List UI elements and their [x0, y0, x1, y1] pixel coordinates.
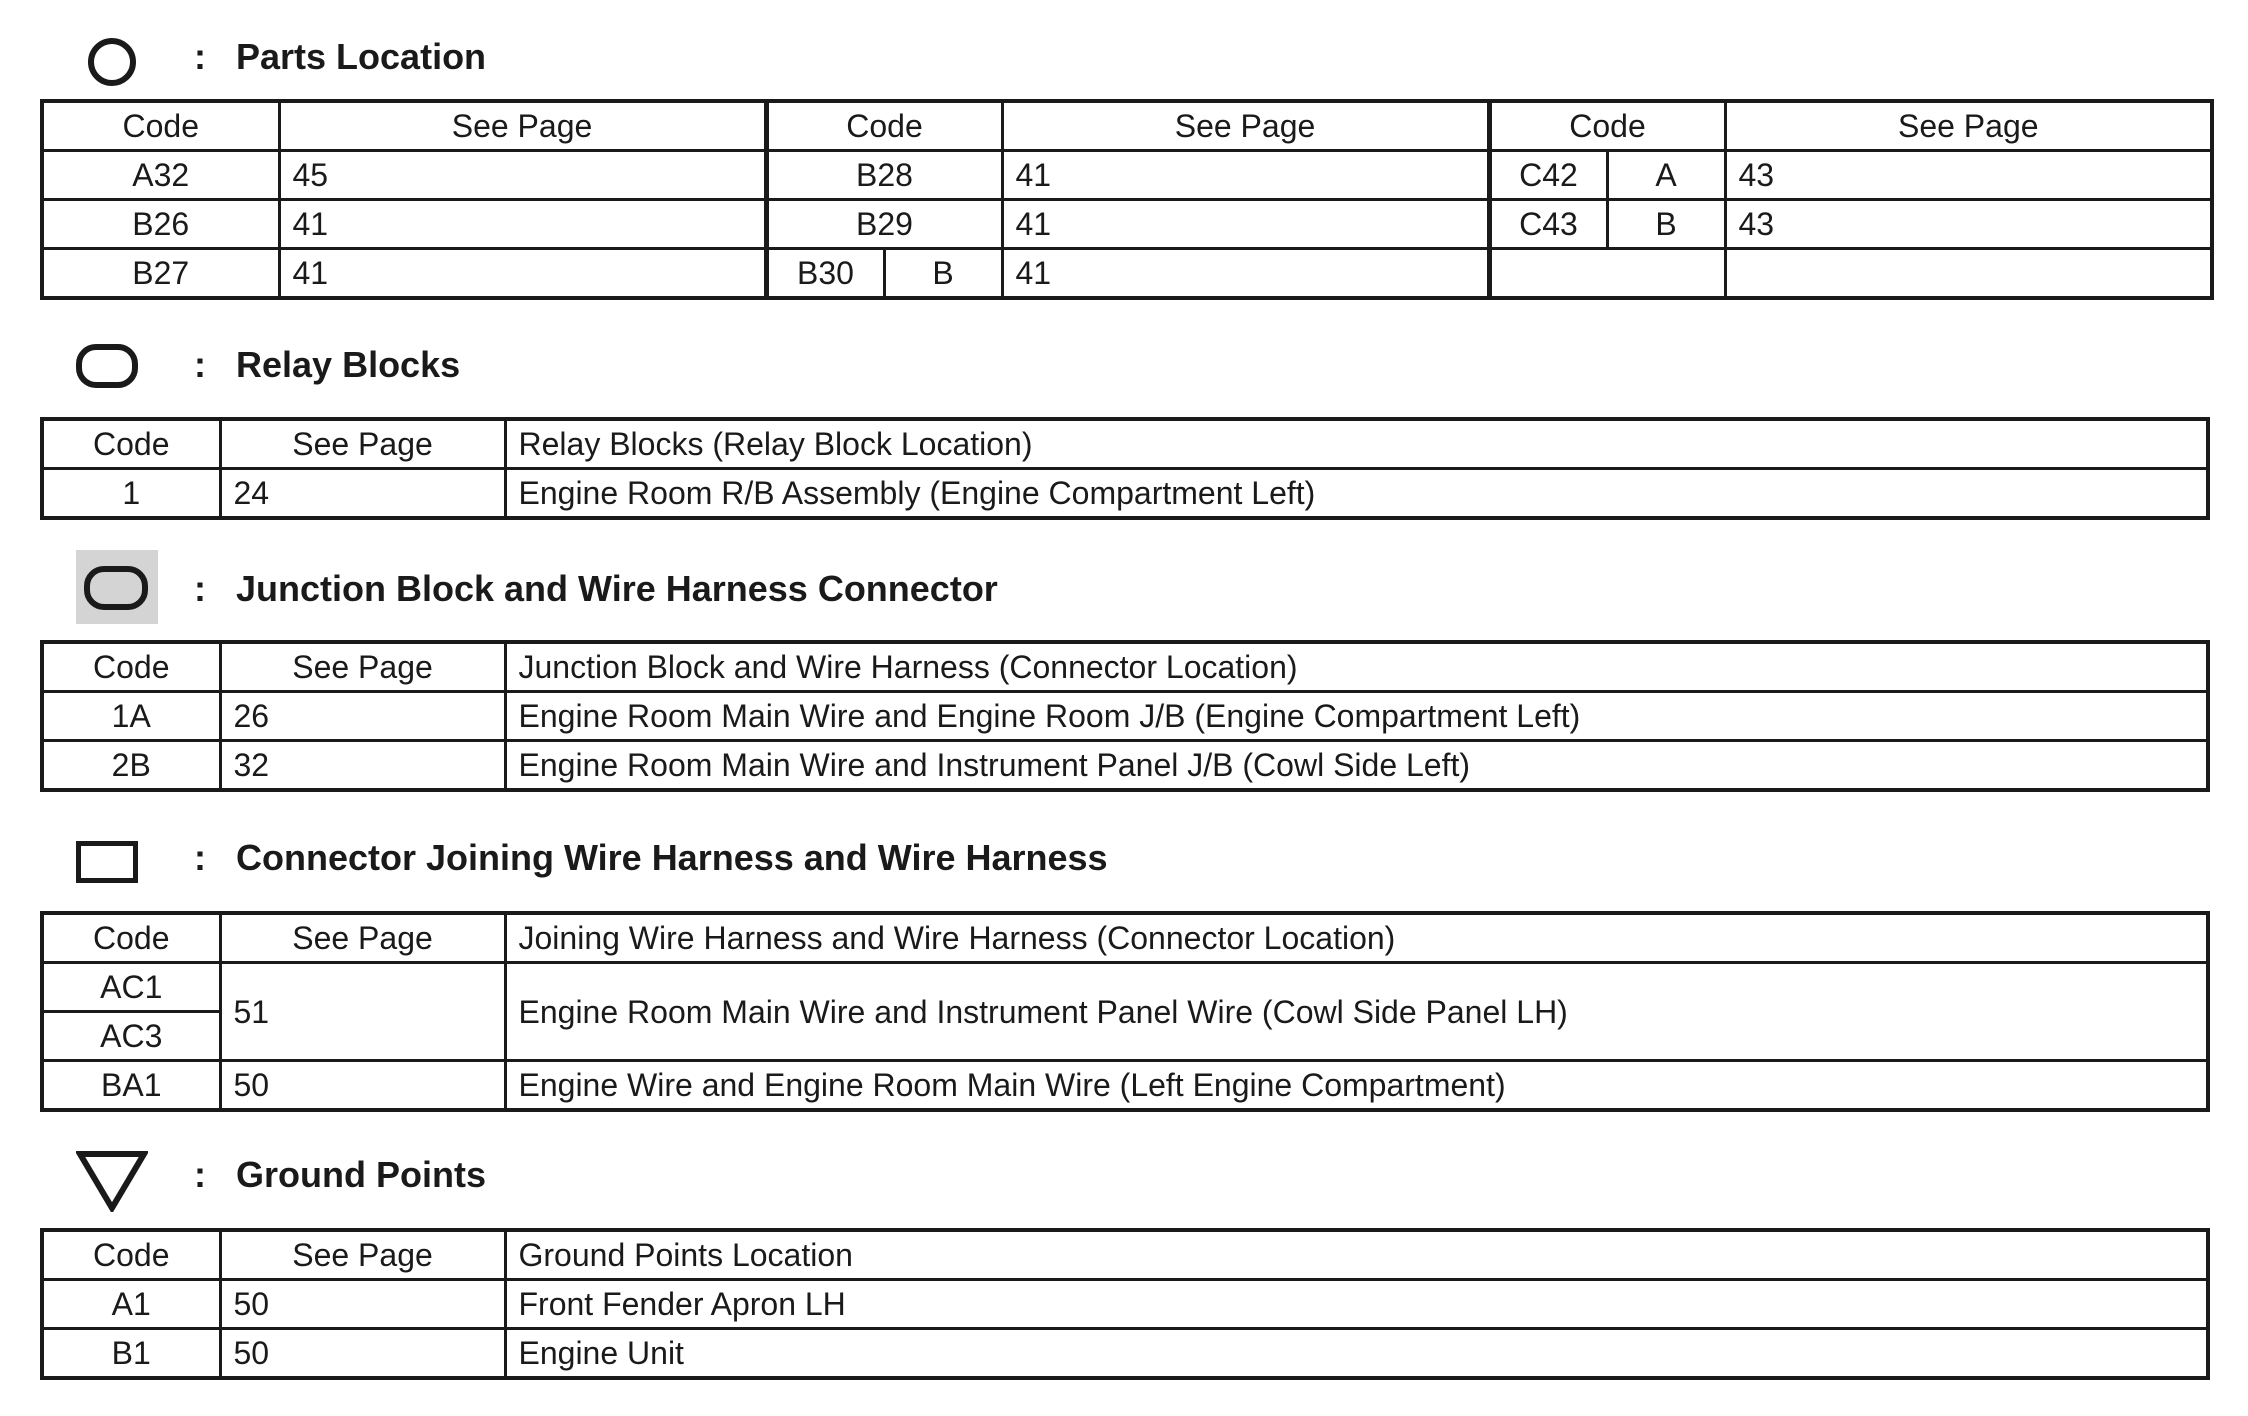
junction-block-table [40, 640, 2210, 792]
code-cell: B26 [42, 200, 279, 249]
shaded-oval-icon [84, 566, 148, 610]
description-cell: Engine Wire and Engine Room Main Wire (Left Engine Compartment) [505, 1061, 2208, 1111]
page-cell: 50 [220, 1329, 505, 1379]
code-cell: C42 [1489, 151, 1607, 200]
triangle-icon [76, 1150, 148, 1212]
heading-colon: : [194, 568, 206, 609]
connector-joining-heading [0, 827, 2248, 897]
ground-points-heading [0, 1144, 2248, 1214]
header-see-page: See Page [279, 101, 766, 151]
table-row [42, 741, 2208, 791]
page-cell: 41 [1002, 200, 1489, 249]
header-code: Code [42, 642, 220, 692]
code-cell: 1 [42, 469, 220, 519]
code-cell: AC1 [42, 963, 220, 1012]
sub-code-cell: B [1607, 200, 1725, 249]
page-cell: 50 [220, 1280, 505, 1329]
code-cell: 2B [42, 741, 220, 791]
header-see-page: See Page [220, 1230, 505, 1280]
header-see-page: See Page [220, 419, 505, 469]
header-code: Code [42, 913, 220, 963]
table-row [42, 249, 2212, 299]
oval-icon [76, 344, 138, 388]
description-cell: Front Fender Apron LH [505, 1280, 2208, 1329]
parts-location-heading [0, 26, 2248, 96]
table-row [42, 200, 2212, 249]
header-description: Ground Points Location [505, 1230, 2208, 1280]
code-cell: A1 [42, 1280, 220, 1329]
heading-colon: : [194, 344, 206, 385]
table-row [42, 1329, 2208, 1379]
description-cell: Engine Room Main Wire and Instrument Panel J/B (Cowl Side Left) [505, 741, 2208, 791]
header-code: Code [1489, 101, 1725, 151]
code-cell: B28 [766, 151, 1002, 200]
section-title: Ground Points [236, 1154, 486, 1195]
code-cell: A32 [42, 151, 279, 200]
header-see-page: See Page [220, 913, 505, 963]
code-cell: B29 [766, 200, 1002, 249]
table-row [42, 692, 2208, 741]
page-cell: 24 [220, 469, 505, 519]
page-cell: 50 [220, 1061, 505, 1111]
connector-joining-table [40, 911, 2210, 1112]
relay-blocks-table [40, 417, 2210, 520]
section-title: Parts Location [236, 36, 487, 77]
empty-cell [1725, 249, 2212, 299]
code-cell: AC3 [42, 1012, 220, 1061]
heading-colon: : [194, 1154, 206, 1195]
table-row [42, 963, 2208, 1012]
section-title: Connector Joining Wire Harness and Wire Harness [236, 837, 1108, 878]
page-cell: 43 [1725, 151, 2212, 200]
header-see-page: See Page [1002, 101, 1489, 151]
header-description: Relay Blocks (Relay Block Location) [505, 419, 2208, 469]
rectangle-icon [76, 841, 138, 883]
page-cell: 32 [220, 741, 505, 791]
table-header-row [42, 1230, 2208, 1280]
page-cell: 43 [1725, 200, 2212, 249]
sub-code-cell: B [884, 249, 1002, 299]
table-header-row [42, 913, 2208, 963]
section-title: Junction Block and Wire Harness Connector [236, 568, 998, 609]
section-title: Relay Blocks [236, 344, 461, 385]
description-cell: Engine Room Main Wire and Instrument Panel Wire (Cowl Side Panel LH) [505, 963, 2208, 1061]
header-see-page: See Page [1725, 101, 2212, 151]
table-row [42, 469, 2208, 519]
header-code: Code [42, 1230, 220, 1280]
table-row [42, 151, 2212, 200]
table-row [42, 1280, 2208, 1329]
table-header-row [42, 419, 2208, 469]
description-cell: Engine Unit [505, 1329, 2208, 1379]
code-cell: C43 [1489, 200, 1607, 249]
description-cell: Engine Room Main Wire and Engine Room J/B (Engine Compartment Left) [505, 692, 2208, 741]
page-cell: 51 [220, 963, 505, 1061]
header-code: Code [766, 101, 1002, 151]
ground-points-table [40, 1228, 2210, 1380]
table-row [42, 1061, 2208, 1111]
circle-icon [88, 38, 136, 86]
page-cell: 41 [279, 200, 766, 249]
table-header-row [42, 101, 2212, 151]
table-header-row [42, 642, 2208, 692]
code-cell: 1A [42, 692, 220, 741]
header-code: Code [42, 419, 220, 469]
code-cell: BA1 [42, 1061, 220, 1111]
junction-block-heading [0, 558, 2248, 628]
page-cell: 26 [220, 692, 505, 741]
page-cell: 45 [279, 151, 766, 200]
code-cell: B30 [766, 249, 884, 299]
header-see-page: See Page [220, 642, 505, 692]
parts-location-table [40, 99, 2214, 300]
code-cell: B27 [42, 249, 279, 299]
sub-code-cell: A [1607, 151, 1725, 200]
header-description: Joining Wire Harness and Wire Harness (Connector Location) [505, 913, 2208, 963]
empty-cell [1489, 249, 1725, 299]
heading-colon: : [194, 837, 206, 878]
header-description: Junction Block and Wire Harness (Connector Location) [505, 642, 2208, 692]
page-cell: 41 [279, 249, 766, 299]
code-cell: B1 [42, 1329, 220, 1379]
page-cell: 41 [1002, 151, 1489, 200]
page-cell: 41 [1002, 249, 1489, 299]
header-code: Code [42, 101, 279, 151]
heading-colon: : [194, 36, 206, 77]
relay-blocks-heading [0, 334, 2248, 404]
description-cell: Engine Room R/B Assembly (Engine Compartment Left) [505, 469, 2208, 519]
